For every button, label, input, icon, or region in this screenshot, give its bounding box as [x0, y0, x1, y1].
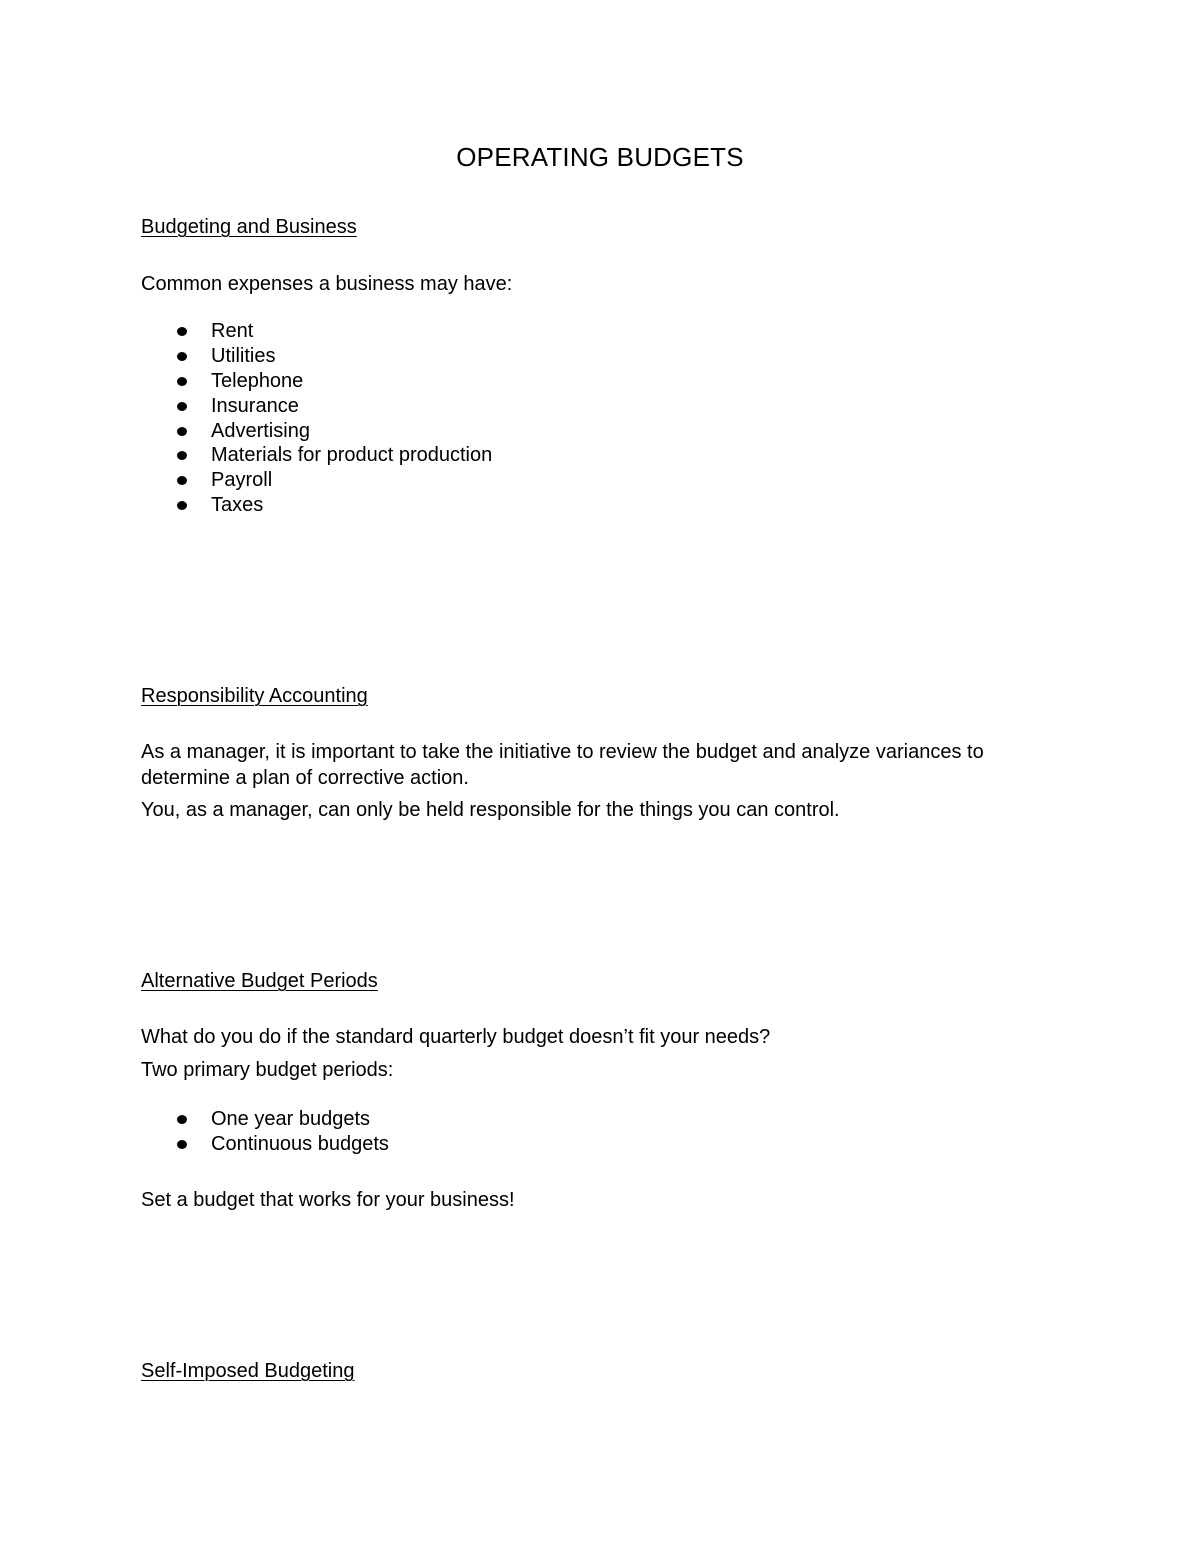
section-intro-budget-periods: Two primary budget periods:: [141, 1059, 394, 1081]
bullet-icon: [177, 1140, 187, 1149]
section-heading-self-imposed-budgeting: Self-Imposed Budgeting: [141, 1360, 355, 1382]
list-item: Rent: [141, 319, 492, 344]
bullet-icon: [177, 1115, 187, 1124]
paragraph-closing: Set a budget that works for your business!: [141, 1189, 515, 1211]
bullet-icon: [177, 476, 187, 485]
list-item: Advertising: [141, 419, 492, 444]
list-item: Utilities: [141, 344, 492, 369]
bullet-icon: [177, 377, 187, 386]
paragraph-question: What do you do if the standard quarterly budget doesn’t fit your needs?: [141, 1026, 771, 1048]
bullet-icon: [177, 427, 187, 436]
bullet-icon: [177, 451, 187, 460]
section-heading-responsibility-accounting: Responsibility Accounting: [141, 685, 368, 707]
list-item: One year budgets: [141, 1107, 389, 1132]
document-title: OPERATING BUDGETS: [456, 142, 744, 172]
paragraph: You, as a manager, can only be held responsible for the things you can control.: [141, 799, 840, 821]
list-item: Telephone: [141, 369, 492, 394]
bullet-icon: [177, 402, 187, 411]
bullet-icon: [177, 352, 187, 361]
list-item: Taxes: [141, 493, 492, 518]
section-intro-common-expenses: Common expenses a business may have:: [141, 273, 513, 295]
list-item: Payroll: [141, 468, 492, 493]
list-item: Insurance: [141, 394, 492, 419]
expenses-list: [141, 319, 492, 518]
bullet-icon: [177, 501, 187, 510]
paragraph-line: determine a plan of corrective action.: [141, 767, 469, 789]
budget-periods-list: [141, 1107, 389, 1157]
section-heading-budgeting-and-business: Budgeting and Business: [141, 216, 357, 238]
bullet-icon: [177, 327, 187, 336]
paragraph-line: As a manager, it is important to take the initiative to review the budget and analyze variances to: [141, 741, 984, 763]
list-item: Materials for product production: [141, 443, 492, 468]
list-item: Continuous budgets: [141, 1132, 389, 1157]
section-heading-alternative-budget-periods: Alternative Budget Periods: [141, 970, 378, 992]
